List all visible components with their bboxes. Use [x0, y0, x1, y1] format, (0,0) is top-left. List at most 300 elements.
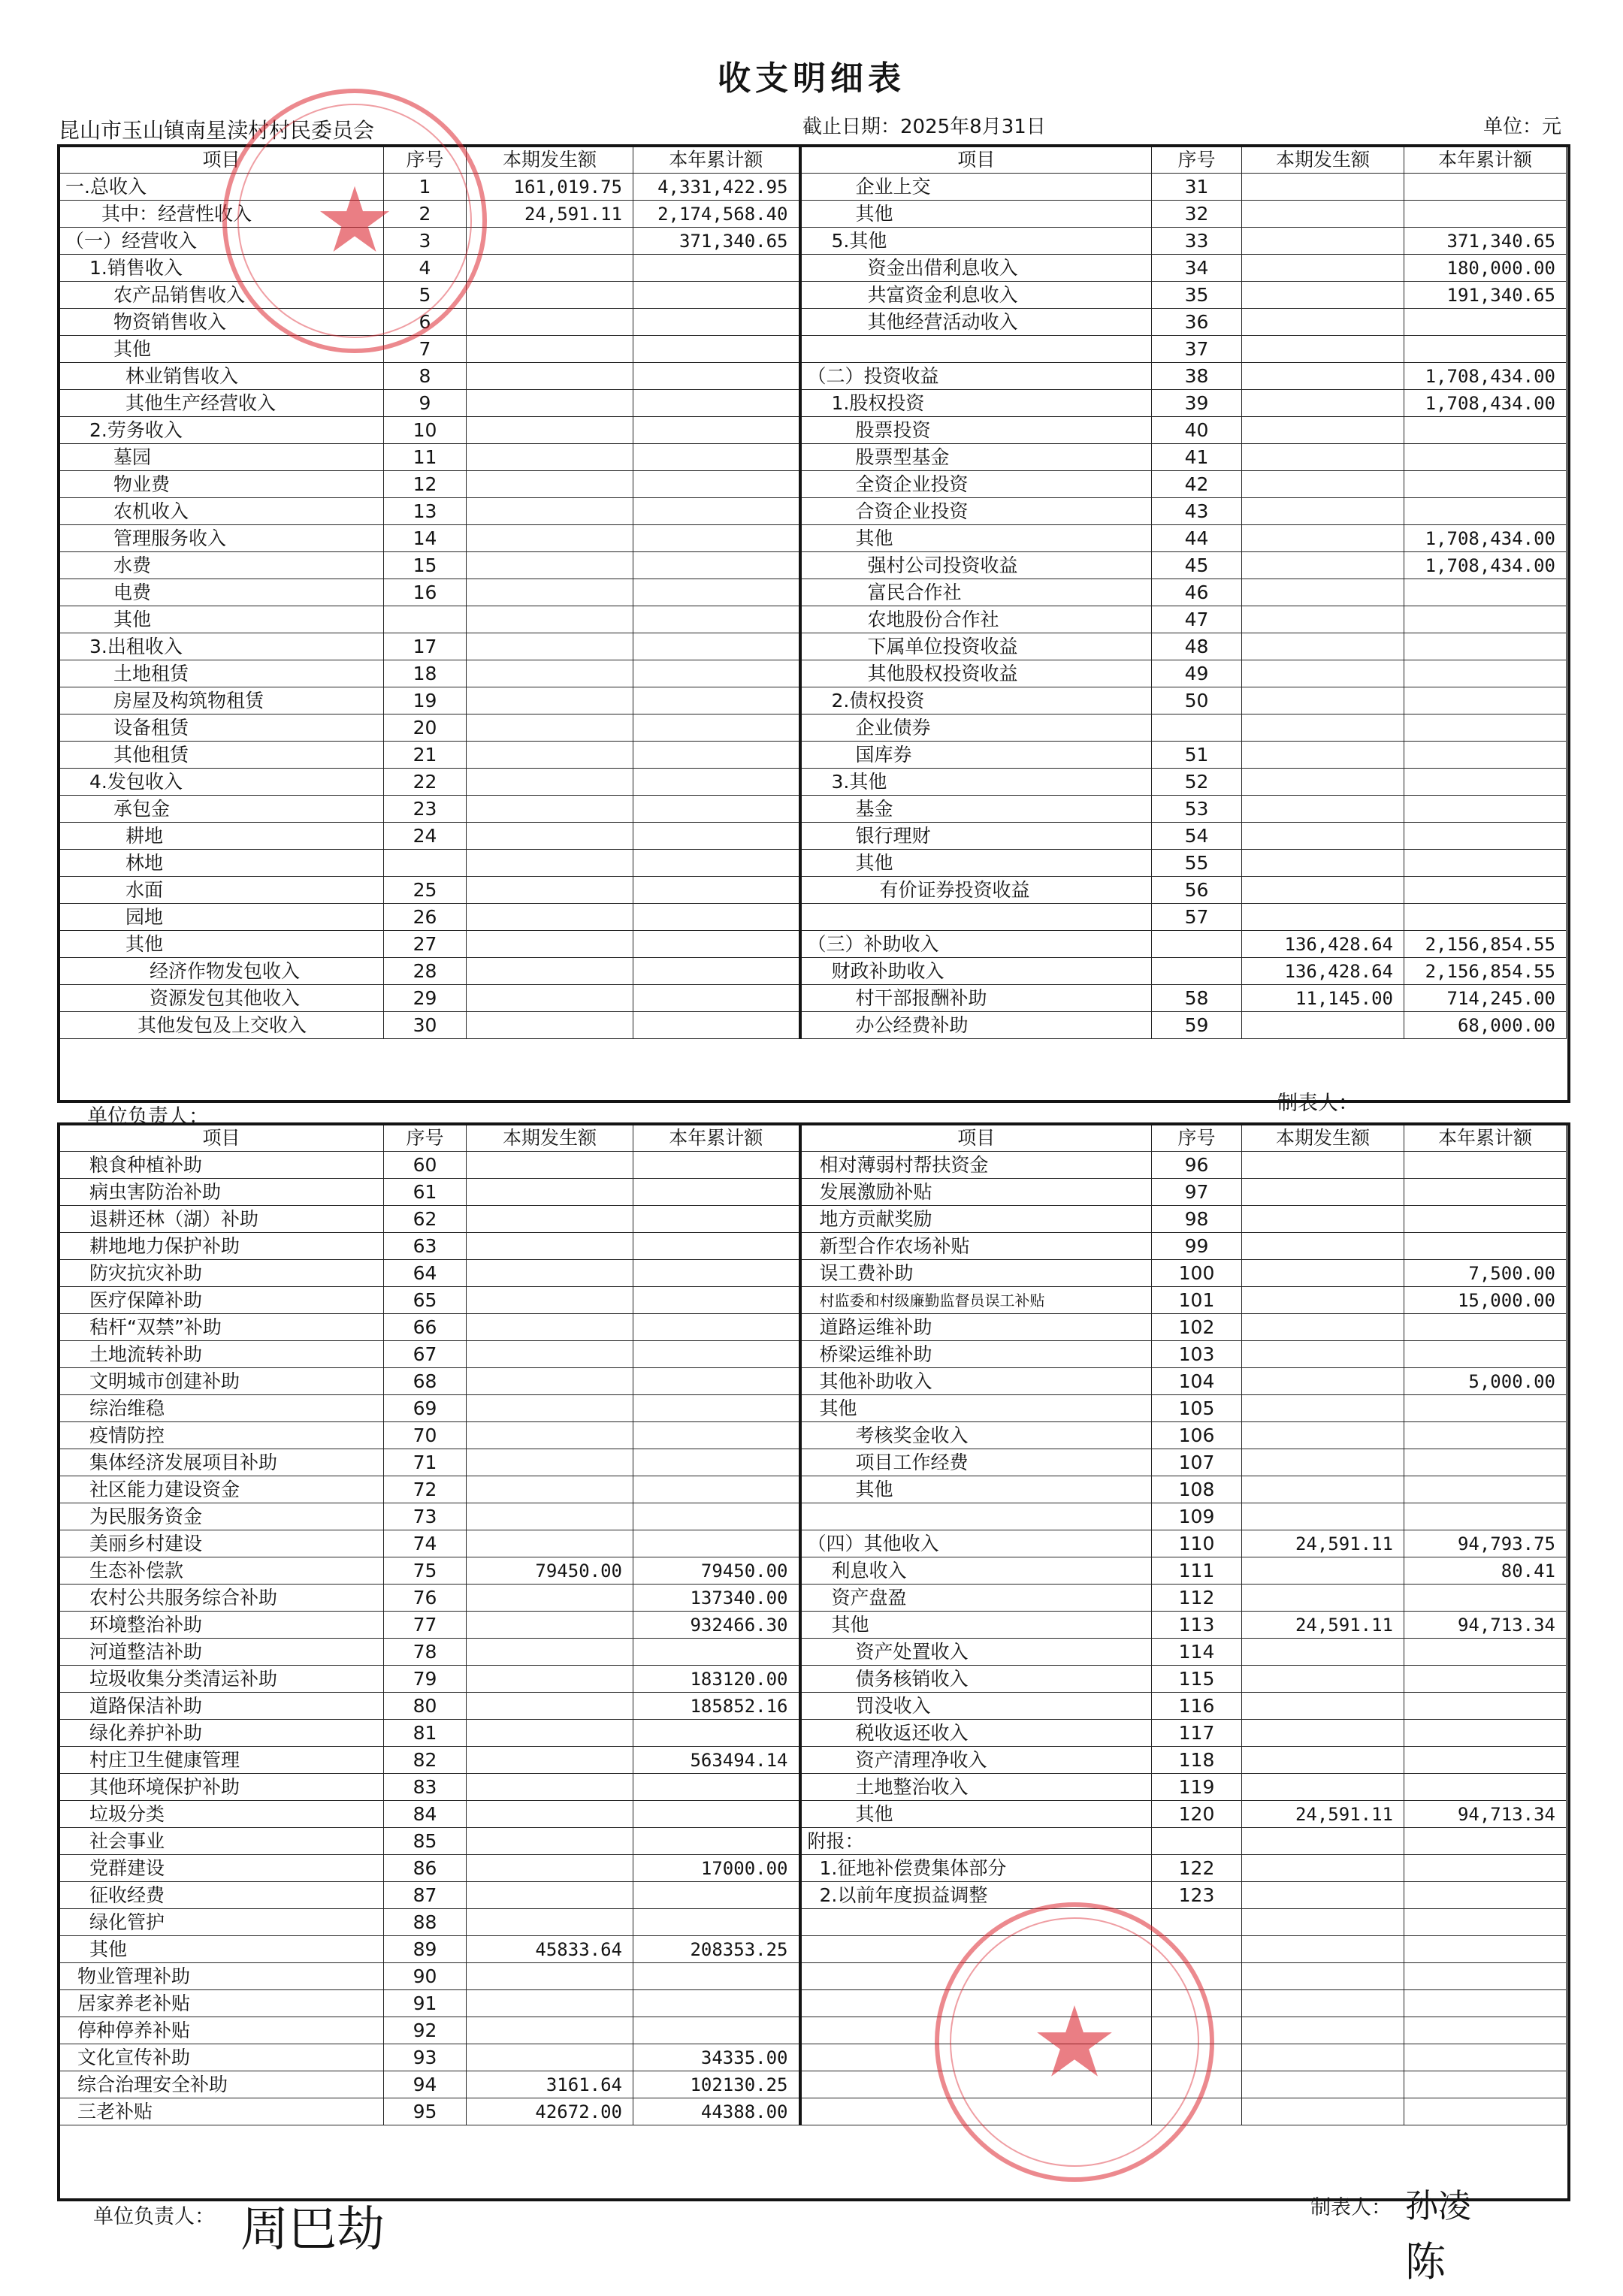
item-name-cell	[800, 904, 1152, 931]
report-date: 截止日期：2025年8月31日	[802, 116, 1046, 138]
item-name-cell: 1.销售收入	[59, 255, 384, 282]
item-seq-cell: 42	[1152, 471, 1242, 498]
item-name-cell: 退耕还林（湖）补助	[59, 1206, 384, 1233]
item-seq-cell: 111	[1152, 1557, 1242, 1585]
item-seq-cell: 33	[1152, 228, 1242, 255]
item-name-cell: 其中：经营性收入	[59, 201, 384, 228]
ytd-amount-cell	[633, 1368, 800, 1395]
item-name-cell: 征收经费	[59, 1882, 384, 1909]
item-seq-cell	[1152, 958, 1242, 985]
item-seq-cell: 58	[1152, 985, 1242, 1012]
table-row	[59, 1774, 1567, 1801]
item-seq-cell: 120	[1152, 1801, 1242, 1828]
table-row	[59, 687, 1567, 714]
item-name-cell: 文明城市创建补助	[59, 1368, 384, 1395]
seal-star-icon: ★	[314, 168, 395, 273]
item-seq-cell: 88	[384, 1909, 467, 1936]
table-row	[59, 2044, 1567, 2071]
table-row	[59, 498, 1567, 525]
current-amount-cell	[1242, 1828, 1404, 1855]
current-amount-cell: 24,591.11	[467, 201, 633, 228]
item-name-cell: 全资企业投资	[800, 471, 1152, 498]
item-seq-cell: 1	[384, 174, 467, 201]
item-seq-cell: 112	[1152, 1585, 1242, 1612]
item-name-cell: 居家养老补贴	[59, 1990, 384, 2017]
ytd-amount-cell	[1404, 1855, 1567, 1882]
current-amount-cell	[467, 1612, 633, 1639]
current-amount-cell	[467, 498, 633, 525]
current-amount-cell	[467, 1314, 633, 1341]
current-amount-cell: 42672.00	[467, 2098, 633, 2125]
table-row	[59, 2098, 1567, 2125]
current-amount-cell	[467, 1233, 633, 1260]
item-seq-cell: 3	[384, 228, 467, 255]
item-seq-cell: 107	[1152, 1449, 1242, 1476]
column-header: 本年累计额	[633, 1125, 800, 1152]
item-seq-cell: 103	[1152, 1341, 1242, 1368]
item-seq-cell: 108	[1152, 1476, 1242, 1503]
item-name-cell: 基金	[800, 796, 1152, 823]
column-header: 本期发生额	[1242, 1125, 1404, 1152]
table-row	[59, 336, 1567, 363]
current-amount-cell	[1242, 525, 1404, 552]
table-row	[59, 1012, 1567, 1039]
current-amount-cell	[467, 1855, 633, 1882]
table-row	[59, 1585, 1567, 1612]
item-name-cell: 林地	[59, 850, 384, 877]
item-seq-cell: 85	[384, 1828, 467, 1855]
table-row	[59, 1503, 1567, 1530]
current-amount-cell: 161,019.75	[467, 174, 633, 201]
current-amount-cell	[467, 796, 633, 823]
current-amount-cell	[467, 1503, 633, 1530]
item-seq-cell: 84	[384, 1801, 467, 1828]
ytd-amount-cell	[1404, 633, 1567, 660]
item-seq-cell: 9	[384, 390, 467, 417]
ytd-amount-cell	[633, 769, 800, 796]
item-name-cell: 粮食种植补助	[59, 1152, 384, 1179]
item-name-cell: 农村公共服务综合补助	[59, 1585, 384, 1612]
current-amount-cell	[467, 471, 633, 498]
item-name-cell: 物资销售收入	[59, 309, 384, 336]
ytd-amount-cell	[633, 390, 800, 417]
current-amount-cell	[1242, 390, 1404, 417]
item-seq-cell	[1152, 1909, 1242, 1936]
ytd-amount-cell: 191,340.65	[1404, 282, 1567, 309]
current-amount-cell: 45833.64	[467, 1936, 633, 1963]
ytd-amount-cell	[1404, 850, 1567, 877]
item-name-cell: 秸杆“双禁”补助	[59, 1314, 384, 1341]
item-seq-cell: 25	[384, 877, 467, 904]
item-seq-cell: 97	[1152, 1179, 1242, 1206]
item-name-cell: 房屋及构筑物租赁	[59, 687, 384, 714]
item-seq-cell: 23	[384, 796, 467, 823]
ytd-amount-cell	[633, 1801, 800, 1828]
table-row	[59, 633, 1567, 660]
item-name-cell: 股票投资	[800, 417, 1152, 444]
ytd-amount-cell	[633, 1260, 800, 1287]
item-seq-cell: 44	[1152, 525, 1242, 552]
ytd-amount-cell	[633, 2017, 800, 2044]
current-amount-cell	[1242, 336, 1404, 363]
ytd-amount-cell	[633, 1287, 800, 1314]
ytd-amount-cell	[1404, 1395, 1567, 1422]
item-name-cell: 耕地地力保护补助	[59, 1233, 384, 1260]
item-name-cell: 林业销售收入	[59, 363, 384, 390]
table-row	[59, 471, 1567, 498]
ytd-amount-cell	[1404, 1314, 1567, 1341]
current-amount-cell	[1242, 1449, 1404, 1476]
item-name-cell: （四）其他收入	[800, 1530, 1152, 1557]
item-seq-cell: 66	[384, 1314, 467, 1341]
current-amount-cell	[1242, 904, 1404, 931]
item-name-cell: 垃圾分类	[59, 1801, 384, 1828]
item-name-cell: 其他租赁	[59, 742, 384, 769]
ytd-amount-cell: 137340.00	[633, 1585, 800, 1612]
item-name-cell: 为民服务资金	[59, 1503, 384, 1530]
ytd-amount-cell: 208353.25	[633, 1936, 800, 1963]
ytd-amount-cell	[1404, 1693, 1567, 1720]
item-seq-cell: 8	[384, 363, 467, 390]
responsible-label-2: 单位负责人：	[93, 2205, 215, 2228]
item-name-cell: 三老补贴	[59, 2098, 384, 2125]
item-seq-cell	[1152, 931, 1242, 958]
table-row	[59, 1179, 1567, 1206]
item-name-cell: 新型合作农场补贴	[800, 1233, 1152, 1260]
ytd-amount-cell	[633, 633, 800, 660]
item-seq-cell: 13	[384, 498, 467, 525]
item-name-cell: 防灾抗灾补助	[59, 1260, 384, 1287]
item-name-cell: 其他生产经营收入	[59, 390, 384, 417]
item-seq-cell: 24	[384, 823, 467, 850]
table-row	[59, 904, 1567, 931]
current-amount-cell	[1242, 1233, 1404, 1260]
item-name-cell: 考核奖金收入	[800, 1422, 1152, 1449]
ytd-amount-cell: 80.41	[1404, 1557, 1567, 1585]
ytd-amount-cell: 2,156,854.55	[1404, 931, 1567, 958]
current-amount-cell	[1242, 1720, 1404, 1747]
item-seq-cell: 46	[1152, 579, 1242, 606]
current-amount-cell	[467, 931, 633, 958]
ytd-amount-cell	[1404, 336, 1567, 363]
item-name-cell: 停种停养补贴	[59, 2017, 384, 2044]
item-seq-cell: 74	[384, 1530, 467, 1557]
table-row	[59, 1260, 1567, 1287]
item-seq-cell: 34	[1152, 255, 1242, 282]
table-row	[59, 1395, 1567, 1422]
current-amount-cell	[467, 1341, 633, 1368]
current-amount-cell	[1242, 1476, 1404, 1503]
item-name-cell: 医疗保障补助	[59, 1287, 384, 1314]
ytd-amount-cell	[633, 823, 800, 850]
item-seq-cell: 78	[384, 1639, 467, 1666]
current-amount-cell	[467, 1720, 633, 1747]
ytd-amount-cell	[633, 1503, 800, 1530]
current-amount-cell	[467, 1585, 633, 1612]
ytd-amount-cell	[1404, 1909, 1567, 1936]
item-name-cell: 财政补助收入	[800, 958, 1152, 985]
ytd-amount-cell: 5,000.00	[1404, 1368, 1567, 1395]
item-seq-cell: 52	[1152, 769, 1242, 796]
item-name-cell: 综合治理安全补助	[59, 2071, 384, 2098]
current-amount-cell	[1242, 1152, 1404, 1179]
current-amount-cell	[467, 1639, 633, 1666]
current-amount-cell	[1242, 1882, 1404, 1909]
item-name-cell: 设备租赁	[59, 714, 384, 742]
column-header: 项目	[800, 1125, 1152, 1152]
current-amount-cell	[467, 336, 633, 363]
table-row	[59, 1314, 1567, 1341]
column-header: 项目	[59, 147, 384, 174]
ytd-amount-cell: 1,708,434.00	[1404, 390, 1567, 417]
item-name-cell: 管理服务收入	[59, 525, 384, 552]
column-header: 本期发生额	[1242, 147, 1404, 174]
current-amount-cell	[1242, 498, 1404, 525]
ytd-amount-cell: 2,174,568.40	[633, 201, 800, 228]
current-amount-cell	[1242, 417, 1404, 444]
column-header: 本年累计额	[1404, 147, 1567, 174]
responsible-label-1: 单位负责人：	[87, 1105, 209, 1128]
current-amount-cell	[1242, 633, 1404, 660]
item-seq-cell: 114	[1152, 1639, 1242, 1666]
preparer-label-2: 制表人：	[1310, 2196, 1392, 2219]
item-name-cell: 水费	[59, 552, 384, 579]
item-name-cell	[800, 336, 1152, 363]
current-amount-cell	[467, 769, 633, 796]
table-row	[59, 1828, 1567, 1855]
table-row	[59, 363, 1567, 390]
item-seq-cell: 56	[1152, 877, 1242, 904]
item-name-cell: 误工费补助	[800, 1260, 1152, 1287]
item-name-cell: 园地	[59, 904, 384, 931]
current-amount-cell	[1242, 2071, 1404, 2098]
ytd-amount-cell	[1404, 1422, 1567, 1449]
item-name-cell: 村监委和村级廉勤监督员误工补贴	[800, 1287, 1152, 1314]
item-name-cell: 其他发包及上交收入	[59, 1012, 384, 1039]
ytd-amount-cell	[633, 1990, 800, 2017]
item-seq-cell: 99	[1152, 1233, 1242, 1260]
item-seq-cell: 109	[1152, 1503, 1242, 1530]
item-name-cell: 资产清理净收入	[800, 1747, 1152, 1774]
item-seq-cell: 60	[384, 1152, 467, 1179]
item-seq-cell: 47	[1152, 606, 1242, 633]
item-name-cell: 环境整治补助	[59, 1612, 384, 1639]
column-header: 本期发生额	[467, 147, 633, 174]
current-amount-cell	[467, 363, 633, 390]
current-amount-cell	[1242, 660, 1404, 687]
table-row	[59, 1801, 1567, 1828]
ytd-amount-cell	[1404, 714, 1567, 742]
ytd-amount-cell: 180,000.00	[1404, 255, 1567, 282]
current-amount-cell	[1242, 1639, 1404, 1666]
item-seq-cell: 29	[384, 985, 467, 1012]
ytd-amount-cell	[1404, 309, 1567, 336]
current-amount-cell	[467, 1287, 633, 1314]
item-seq-cell: 95	[384, 2098, 467, 2125]
item-seq-cell: 18	[384, 660, 467, 687]
table-row	[59, 1639, 1567, 1666]
item-name-cell: 其他环境保护补助	[59, 1774, 384, 1801]
ytd-amount-cell	[1404, 796, 1567, 823]
item-seq-cell: 62	[384, 1206, 467, 1233]
item-name-cell: 疫情防控	[59, 1422, 384, 1449]
item-name-cell: 承包金	[59, 796, 384, 823]
official-seal-top	[222, 89, 487, 353]
item-seq-cell: 93	[384, 2044, 467, 2071]
ytd-amount-cell	[1404, 1774, 1567, 1801]
current-amount-cell	[467, 823, 633, 850]
item-seq-cell	[384, 606, 467, 633]
item-name-cell: 1.征地补偿费集体部分	[800, 1855, 1152, 1882]
column-header: 序号	[1152, 1125, 1242, 1152]
current-amount-cell	[1242, 309, 1404, 336]
item-seq-cell: 12	[384, 471, 467, 498]
item-name-cell: 农产品销售收入	[59, 282, 384, 309]
item-seq-cell: 63	[384, 1233, 467, 1260]
ytd-amount-cell	[1404, 579, 1567, 606]
column-header: 本期发生额	[467, 1125, 633, 1152]
current-amount-cell	[1242, 714, 1404, 742]
ytd-amount-cell	[633, 282, 800, 309]
official-seal-bottom	[935, 1902, 1214, 2182]
ytd-amount-cell	[633, 796, 800, 823]
item-seq-cell: 39	[1152, 390, 1242, 417]
seal-star-icon: ★	[1030, 1985, 1119, 2099]
item-name-cell: 资产盘盈	[800, 1585, 1152, 1612]
current-amount-cell	[1242, 1936, 1404, 1963]
current-amount-cell	[1242, 1774, 1404, 1801]
item-name-cell: 下属单位投资收益	[800, 633, 1152, 660]
current-amount-cell: 11,145.00	[1242, 985, 1404, 1012]
item-seq-cell: 19	[384, 687, 467, 714]
ytd-amount-cell	[1404, 1341, 1567, 1368]
ytd-amount-cell	[633, 1152, 800, 1179]
ytd-amount-cell: 34335.00	[633, 2044, 800, 2071]
item-name-cell: 企业债券	[800, 714, 1152, 742]
item-seq-cell: 11	[384, 444, 467, 471]
income-table-2	[59, 1124, 1567, 2125]
table-row	[59, 1612, 1567, 1639]
ytd-amount-cell	[1404, 904, 1567, 931]
ytd-amount-cell: 4,331,422.95	[633, 174, 800, 201]
item-seq-cell: 5	[384, 282, 467, 309]
item-name-cell: 5.其他	[800, 228, 1152, 255]
current-amount-cell	[1242, 1855, 1404, 1882]
item-name-cell: 土地整治收入	[800, 1774, 1152, 1801]
ytd-amount-cell	[633, 1449, 800, 1476]
current-amount-cell	[467, 1179, 633, 1206]
current-amount-cell	[467, 1693, 633, 1720]
item-name-cell: 资产处置收入	[800, 1639, 1152, 1666]
item-name-cell: 墓园	[59, 444, 384, 471]
table-row	[59, 444, 1567, 471]
ytd-amount-cell	[633, 1720, 800, 1747]
table-row	[59, 823, 1567, 850]
item-seq-cell: 65	[384, 1287, 467, 1314]
item-name-cell: （一）经营收入	[59, 228, 384, 255]
item-seq-cell: 57	[1152, 904, 1242, 931]
ytd-amount-cell	[1404, 687, 1567, 714]
ytd-amount-cell	[1404, 1963, 1567, 1990]
table-row	[59, 2017, 1567, 2044]
current-amount-cell	[467, 1012, 633, 1039]
table-row	[59, 1152, 1567, 1179]
item-name-cell: 附报：	[800, 1828, 1152, 1855]
ytd-amount-cell: 1,708,434.00	[1404, 552, 1567, 579]
table-row	[59, 1720, 1567, 1747]
ytd-amount-cell: 102130.25	[633, 2071, 800, 2098]
item-name-cell: 强村公司投资收益	[800, 552, 1152, 579]
table-row	[59, 1368, 1567, 1395]
item-name-cell: （二）投资收益	[800, 363, 1152, 390]
ytd-amount-cell	[633, 525, 800, 552]
item-name-cell: 农机收入	[59, 498, 384, 525]
current-amount-cell	[1242, 1314, 1404, 1341]
current-amount-cell	[1242, 1012, 1404, 1039]
ytd-amount-cell: 183120.00	[633, 1666, 800, 1693]
item-seq-cell: 55	[1152, 850, 1242, 877]
ytd-amount-cell	[1404, 1828, 1567, 1855]
ytd-amount-cell	[633, 742, 800, 769]
current-amount-cell	[467, 228, 633, 255]
current-amount-cell	[467, 1206, 633, 1233]
ytd-amount-cell: 79450.00	[633, 1557, 800, 1585]
item-seq-cell: 119	[1152, 1774, 1242, 1801]
current-amount-cell	[1242, 1179, 1404, 1206]
ytd-amount-cell	[633, 1206, 800, 1233]
item-seq-cell: 2	[384, 201, 467, 228]
item-seq-cell: 70	[384, 1422, 467, 1449]
item-name-cell: 物业费	[59, 471, 384, 498]
item-seq-cell: 32	[1152, 201, 1242, 228]
table-row	[59, 1963, 1567, 1990]
current-amount-cell	[467, 282, 633, 309]
current-amount-cell	[1242, 255, 1404, 282]
item-seq-cell: 118	[1152, 1747, 1242, 1774]
table-row	[59, 877, 1567, 904]
current-amount-cell	[1242, 1287, 1404, 1314]
item-seq-cell: 122	[1152, 1855, 1242, 1882]
ytd-amount-cell	[633, 417, 800, 444]
table-row	[59, 742, 1567, 769]
column-header: 本年累计额	[1404, 1125, 1567, 1152]
item-seq-cell: 91	[384, 1990, 467, 2017]
item-name-cell: 耕地	[59, 823, 384, 850]
ytd-amount-cell	[1404, 1206, 1567, 1233]
item-seq-cell: 82	[384, 1747, 467, 1774]
ytd-amount-cell	[633, 850, 800, 877]
item-name-cell: 资源发包其他收入	[59, 985, 384, 1012]
item-name-cell: 其他	[59, 336, 384, 363]
current-amount-cell	[467, 1530, 633, 1557]
ytd-amount-cell: 371,340.65	[1404, 228, 1567, 255]
ytd-amount-cell: 185852.16	[633, 1693, 800, 1720]
table-header-row	[59, 1125, 1567, 1152]
ytd-amount-cell	[633, 1828, 800, 1855]
current-amount-cell	[1242, 552, 1404, 579]
item-name-cell: 其他	[800, 201, 1152, 228]
item-seq-cell: 105	[1152, 1395, 1242, 1422]
column-header: 序号	[1152, 147, 1242, 174]
table-row	[59, 1422, 1567, 1449]
ytd-amount-cell	[633, 471, 800, 498]
item-seq-cell: 17	[384, 633, 467, 660]
table-row	[59, 525, 1567, 552]
current-amount-cell	[1242, 769, 1404, 796]
current-amount-cell	[467, 1666, 633, 1693]
current-amount-cell	[467, 552, 633, 579]
current-amount-cell	[1242, 877, 1404, 904]
